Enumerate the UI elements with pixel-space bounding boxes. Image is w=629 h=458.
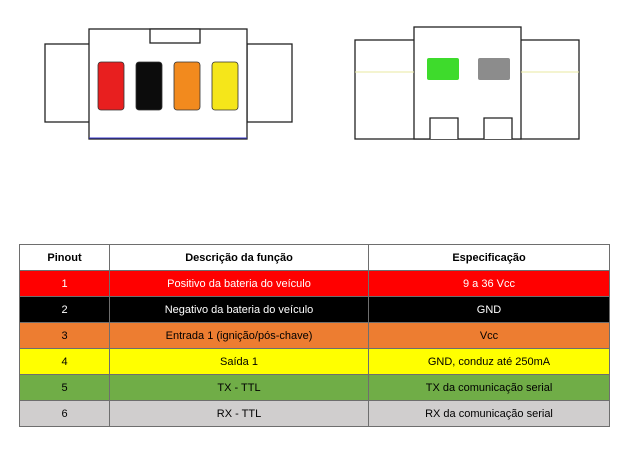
specification-cell: TX da comunicação serial xyxy=(369,375,610,401)
left-connector-right-ear xyxy=(247,44,292,122)
left-connector-pin-1 xyxy=(98,62,124,110)
left-connector-left-ear xyxy=(45,44,90,122)
function-description-cell: Positivo da bateria do veículo xyxy=(110,271,369,297)
table-row xyxy=(20,323,610,349)
pin-number-cell: 2 xyxy=(20,297,110,323)
right-connector-notch-right xyxy=(484,118,512,139)
pin-number-cell: 6 xyxy=(20,401,110,427)
header-specification: Especificação xyxy=(369,245,610,271)
left-connector-pin-4 xyxy=(212,62,238,110)
right-connector-pin-6 xyxy=(478,58,510,80)
specification-cell: Vcc xyxy=(369,323,610,349)
left-connector xyxy=(45,29,292,139)
table-row xyxy=(20,401,610,427)
table-row xyxy=(20,271,610,297)
right-connector xyxy=(355,27,579,139)
right-connector-notch-left xyxy=(430,118,458,139)
table-row xyxy=(20,375,610,401)
pinout-table xyxy=(19,244,610,427)
pin-number-cell: 5 xyxy=(20,375,110,401)
function-description-cell: Saída 1 xyxy=(110,349,369,375)
specification-cell: RX da comunicação serial xyxy=(369,401,610,427)
header-function-description: Descrição da função xyxy=(110,245,369,271)
table-row xyxy=(20,297,610,323)
left-connector-pin-2 xyxy=(136,62,162,110)
specification-cell: 9 a 36 Vcc xyxy=(369,271,610,297)
specification-cell: GND xyxy=(369,297,610,323)
pin-number-cell: 3 xyxy=(20,323,110,349)
function-description-cell: Negativo da bateria do veículo xyxy=(110,297,369,323)
function-description-cell: RX - TTL xyxy=(110,401,369,427)
table-header-row xyxy=(20,245,610,271)
function-description-cell: Entrada 1 (ignição/pós-chave) xyxy=(110,323,369,349)
right-connector-pin-5 xyxy=(427,58,459,80)
pin-number-cell: 4 xyxy=(20,349,110,375)
left-connector-latch xyxy=(150,29,200,43)
pin-number-cell: 1 xyxy=(20,271,110,297)
table-row xyxy=(20,349,610,375)
left-connector-pin-3 xyxy=(174,62,200,110)
specification-cell: GND, conduz até 250mA xyxy=(369,349,610,375)
header-pinout: Pinout xyxy=(20,245,110,271)
function-description-cell: TX - TTL xyxy=(110,375,369,401)
